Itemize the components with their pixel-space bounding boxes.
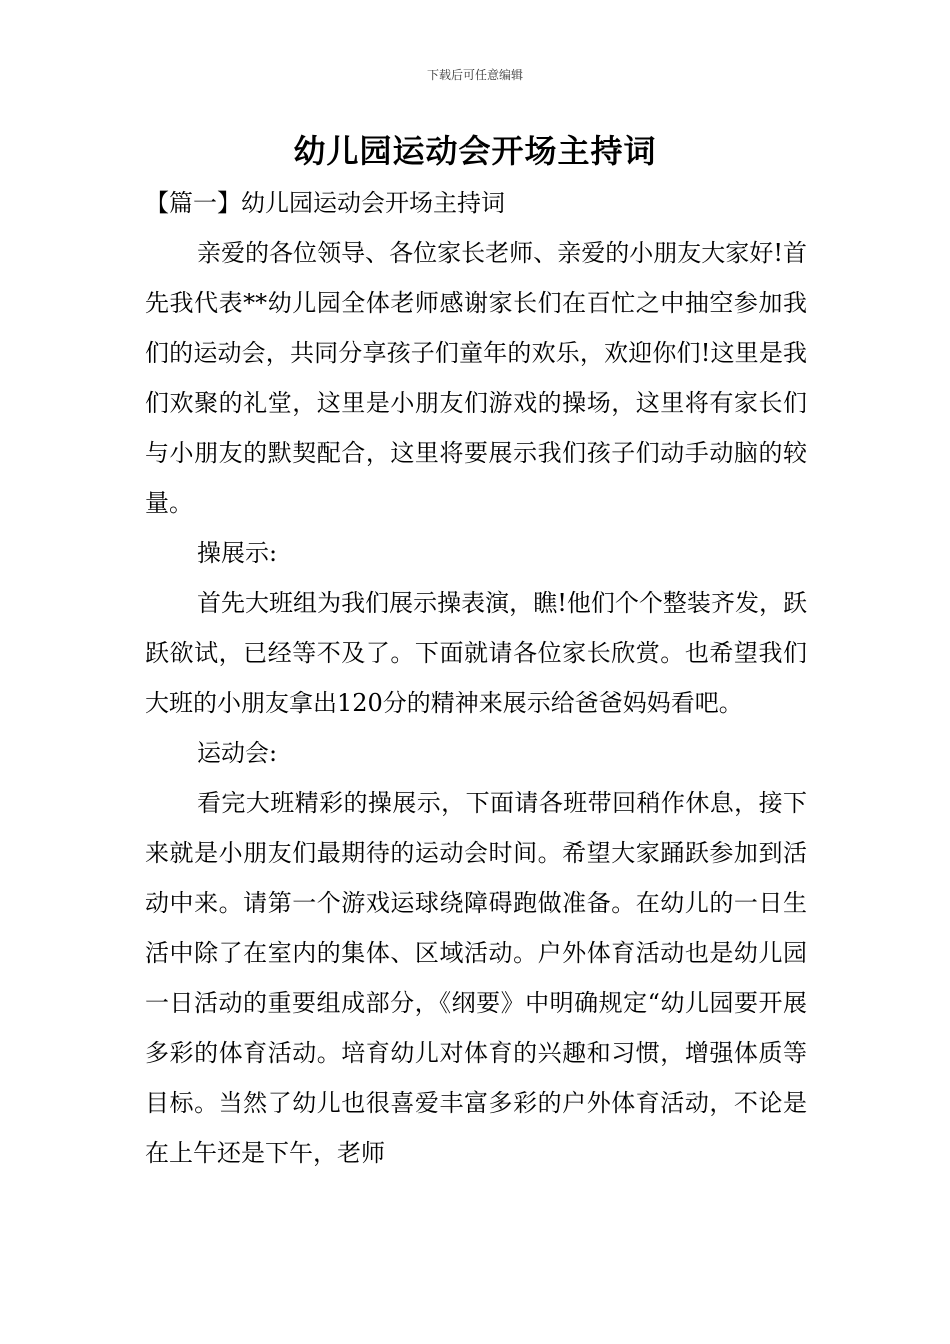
- header-note: 下载后可任意编辑: [426, 68, 523, 82]
- paragraph-exercise-show: 首先大班组为我们展示操表演，瞧!他们个个整装齐发，跃跃欲试，已经等不及了。下面就请各位家长欣赏。也希望我们大班的小朋友拿出120分的精神来展示给爸爸妈妈看吧。: [145, 589, 807, 717]
- subheading-sports-meet: 运动会:: [197, 739, 278, 767]
- document-body: [145, 178, 807, 1178]
- section-heading: 【篇一】幼儿园运动会开场主持词: [145, 189, 505, 217]
- document-title: 幼儿园运动会开场主持词: [293, 132, 657, 170]
- paragraph-sports-meet: 看完大班精彩的操展示，下面请各班带回稍作休息，接下来就是小朋友们最期待的运动会时间。希望大家踊跃参加到活动中来。请第一个游戏运球绕障碍跑做准备。在幼儿的一日生活中除了在室内的集体、区域活动。户外体育活动也是幼儿园一日活动的重要组成部分，《纲要》中明确规定“幼儿园要开展多彩的体育活动。培育幼儿对体育的兴趣和习惯，增强体质等目标。当然了幼儿也很喜爱丰富多彩的户外体育活动，不论是在上午还是下午，老师: [145, 789, 807, 1167]
- paragraph-welcome: 亲爱的各位领导、各位家长老师、亲爱的小朋友大家好!首先我代表**幼儿园全体老师感谢家长们在百忙之中抽空参加我们的运动会，共同分享孩子们童年的欢乐，欢迎你们!这里是我们欢聚的礼堂，这里是小朋友们游戏的操场，这里将有家长们与小朋友的默契配合，这里将要展示我们孩子们动手动脑的较量。: [145, 239, 807, 517]
- subheading-exercise-show: 操展示:: [197, 539, 278, 567]
